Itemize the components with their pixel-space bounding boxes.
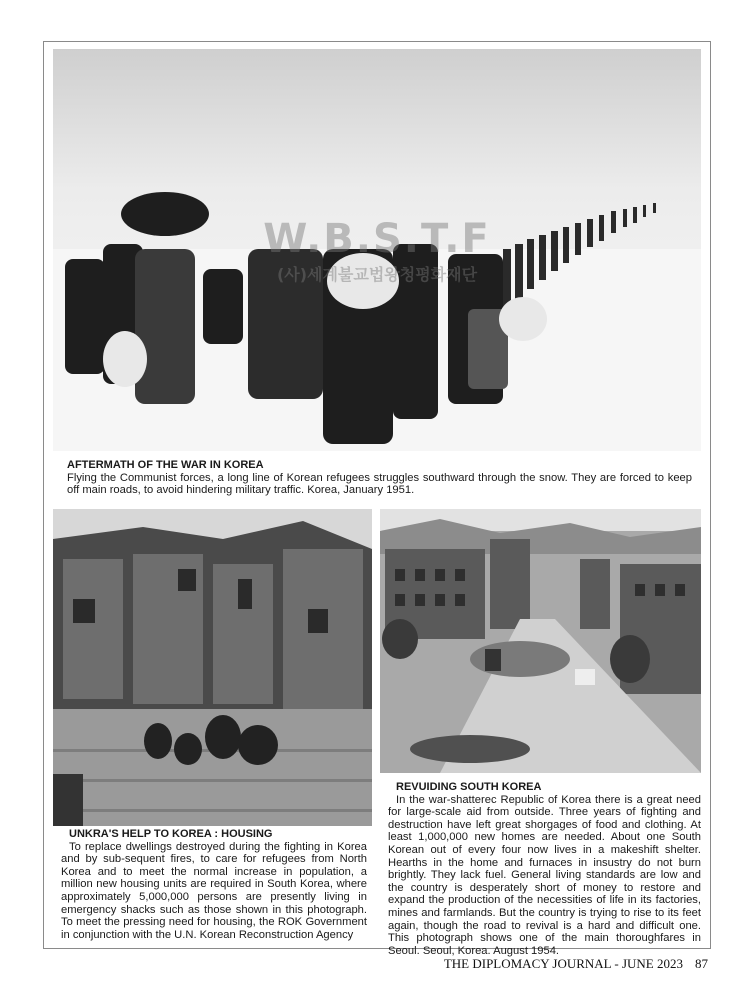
caption-right-heading: REVUIDING SOUTH KOREA [396,781,542,793]
watermark-subtitle: (사)세계불교법왕청평화재단 [276,264,478,284]
watermark-title: W.B.S.T.F [263,215,491,262]
page-number: 87 [695,956,708,971]
caption-left-body: To replace dwellings destroyed during the fighting in Korea and by sub-sequent fires, to care for refugees from North Korea and to meet the normal increase in population, a million new housing units are required in South Korea, where approximately 5,000,000 persons are presently living in emergency shacks such as those shown in this photograph. To meet the pressing need for housing, the ROK Government in conjunction with the U.N. Korean Reconstruction Agency [61,840,367,941]
page-footer [444,956,708,972]
caption-left [61,828,367,941]
refugees-snow-photo [53,49,701,451]
footer-journal: THE DIPLOMACY JOURNAL - JUNE 2023 [443,956,683,971]
seoul-street-photo [380,509,701,773]
caption-top [67,459,692,497]
caption-top-heading: AFTERMATH OF THE WAR IN KOREA [67,459,264,471]
housing-shacks-photo [53,509,372,826]
caption-top-body: Flying the Communist forces, a long line of Korean refugees struggles southward through the snow. They are forced to keep off main roads, to avoid hindering military traffic. Korea, January 1951. [67,471,692,497]
caption-right [388,781,701,957]
caption-left-heading: UNKRA'S HELP TO KOREA : HOUSING [69,828,273,840]
caption-right-body: In the war-shatterec Republic of Korea there is a great need for large-scale aid from outside. Three years of fighting and destruction have left great shorgages of food and clothing. At least 1,000,000 new homes are needed. About one South Korean out of every four now lives in a makeshift shelter. Hearths in the home and furnaces in insustry do not burn brightly. They lack fuel. General living standards are low and the country is desperately short of money to restore and expand the production of the necessities of life in its factories, mines and farmlands. But the country is trying to rise to its feet again, though the road to revival is a hard and difficult one. This photograph shows one of the main thoroughfares in Seoul. Seoul, Korea. August 1954. [388,793,701,957]
